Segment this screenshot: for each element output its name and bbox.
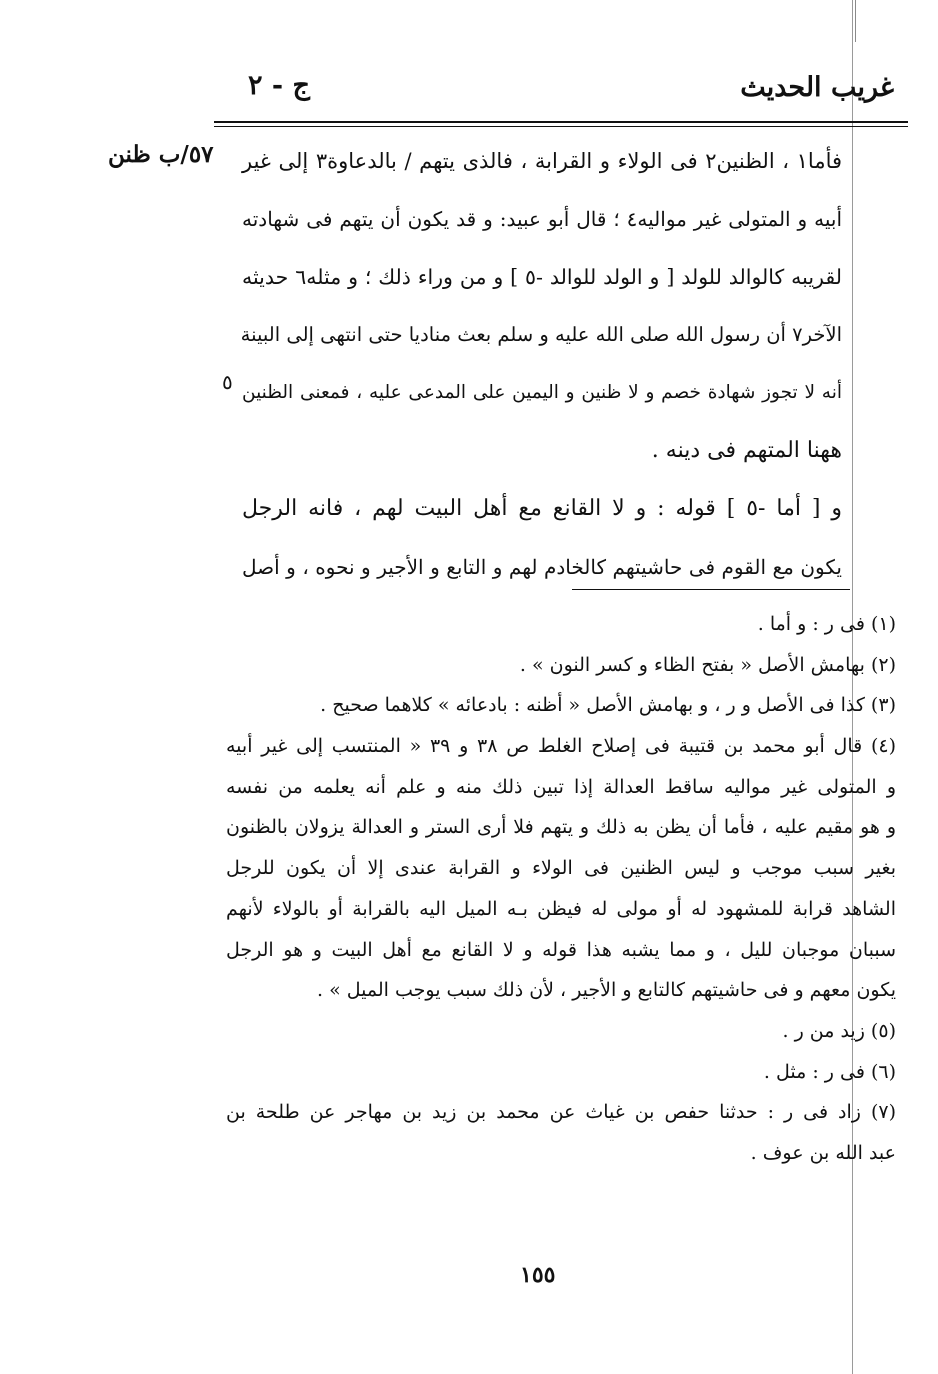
main-text-line: و [ أما -٥ ] قوله : و لا القانع مع أهل البيت لهم ، فانه الرجل [242,496,842,521]
footnote-line: (٢) بهامش الأصل « بفتح الظاء و كسر النون » . [519,653,896,676]
main-text-line: الآخر٧ أن رسول الله صلى الله عليه و سلم بعث مناديا حتى انتهى إلى البينة [240,323,842,346]
footnote-line: (٧) زاد فى ر : حدثنا حفص بن غياث عن محمد بن زيد بن مهاجر عن طلحة بن [226,1101,896,1124]
margin-reference: ٥٧/ب ظنن [108,141,214,168]
footnote-line: بغير سبب موجب و ليس الظنين فى الولاء و القرابة عندى إلا أن يكون للرجل [226,857,896,880]
footnote-line: (٥) زيد من ر . [782,1019,896,1042]
page-number: ١٥٥ [520,1262,556,1288]
running-header-title: غريب الحديث [740,72,894,103]
footnote-line: (٤) قال أبو محمد بن قتيبة فى إصلاح الغلط ص ٣٨ و ٣٩ « المنتسب إلى غير أبيه [226,735,896,758]
footnote-line: و المتولى غير مواليه ساقط العدالة إذا تبين ذلك منه و علم أنه يعلمه من نفسه [226,775,896,798]
main-text-line: لقريبه كالوالد للولد [ و الولد للوالد -٥ ] و من وراء ذلك ؛ و مثله٦ حديثه [242,265,842,289]
line-number-marker: ٥ [222,370,233,394]
running-header-volume: ج - ٢ [248,70,310,101]
footnote-separator [572,589,850,590]
main-text-line: ههنا المتهم فى دينه . [651,438,842,463]
footnote-line: (٣) كذا فى الأصل و ر ، و بهامش الأصل « أظنه : بادعائه » كلاهما صحيح . [320,694,896,717]
footnote-line: و هو مقيم عليه ، فأما أن يظن به ذلك و يتهم فلا أرى الستر و العدالة يزولان بالظنون [226,816,896,839]
main-text-line: أبيه و المتولى غير مواليه٤ ؛ قال أبو عبيد: و قد يكون أن يتهم فى شهادته [242,207,843,231]
header-rule-thin [214,126,908,127]
page-fold-mark [855,0,864,42]
main-text-block [242,132,842,596]
main-text-line: يكون مع القوم فى حاشيتهم كالخادم لهم و التابع و الأجير و نحوه ، و أصل [242,555,842,579]
footnote-line: الشاهد قرابة للمشهود له أو مولى له فيظن بـه الميل اليه بالقرابة أو بالولاء لأنهم [226,897,896,920]
footnote-line: يكون معهم و فى حاشيتهم كالتابع و الأجير ، لأن ذلك سبب يوجب الميل » . [317,979,896,1002]
footnote-line: سببان موجبان لليل ، و مما يشبه هذا قوله و لا القانع مع أهل البيت و هو الرجل [226,938,896,961]
header-rule [214,121,908,123]
footnote-line: عبد الله بن عوف . [750,1141,896,1164]
footnote-line: (١) فى ر : و أما . [757,613,896,635]
footnotes-block [226,604,896,1174]
main-text-line: أنه لا تجوز شهادة خصم و لا ظنين و اليمين على المدعى عليه ، فمعنى الظنين [242,382,842,403]
main-text-line: فأما١ ، الظنين٢ فى الولاء و القرابة ، فالذى يتهم / بالدعاوة٣ إلى غير [242,149,843,173]
footnote-line: (٦) فى ر : مثل . [763,1060,896,1083]
